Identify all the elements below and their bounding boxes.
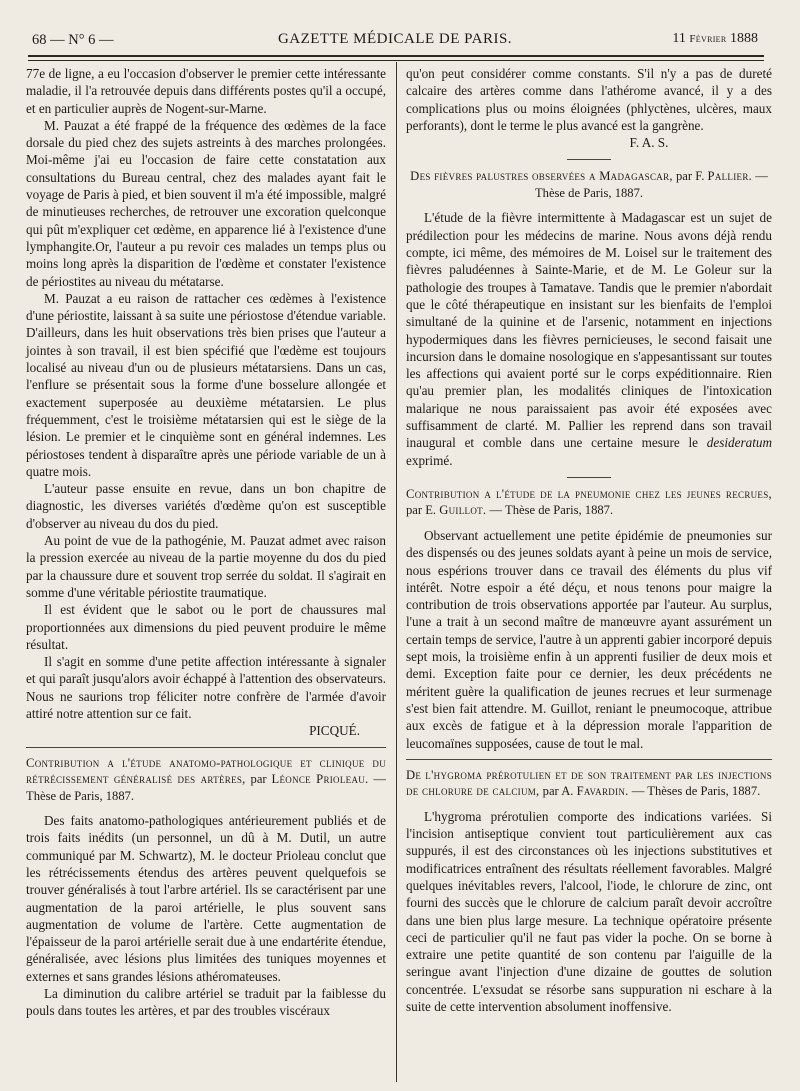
page-header: [28, 28, 762, 54]
paragraph: L'auteur passe ensuite en revue, dans un bon chapitre de diagnostic, les diverses variétés d'œdème qu'on est susceptible d'observer au niveau du dos du pied.: [26, 481, 386, 531]
issue-month: Février: [689, 33, 727, 45]
paragraph: M. Pauzat a eu raison de rattacher ces œdèmes à l'existence d'une périostite, laissant à sa suite une périostose d'étendue variable. D'ailleurs, dans les huit observations très bien prises que l'auteur a jointes à son travail, il est bien spécifié que l'œdème est toujours localisé au niveau d'un ou de plusieurs métatarsiens. Dans un cas, l'enflure se présentait sous la forme d'une bosselure allongée et exactement superposée au deuxième métatarsien. Le plus fréquemment, c'est le troisième métatarsien qui est le siège de la lésion. Le premier et le cinquième sont en général indemnes. Les périostoses tendent à disparaître après une période variable de un à quatre mois.: [26, 290, 386, 479]
paragraph: Des faits anatomo-pathologiques antérieurement publiés et de trois faits inédits (un personnel, un dû à M. Dutil, un autre communiqué par M. Schwartz), M. le docteur Prioleau conclut que les rétrécissements étendus des artères peuvent quelquefois se trouver généralisés à tout l'arbre artériel. Ils se caractérisent par une augmentation de la paroi artérielle, le plus souvent sans augmentation de volume de l'artère. Cette augmentation de l'épaisseur de la paroi artérielle serait due à une endartérite étendue, généralisée, avec lésions plus limitées des tuniques moyennes et externes et sans grandes lésions athéromateuses.: [26, 813, 386, 984]
article-heading-title: De l'hygroma prérotulien et de son traitement par les injections de chlorure de calcium,: [406, 767, 772, 799]
issue-year: 1888: [730, 31, 758, 46]
italic-term: desideratum: [706, 435, 772, 451]
article-heading-author: Léonce Prioleau.: [271, 772, 369, 787]
article-heading-thesis: — Thèse de Paris, 1887.: [534, 169, 768, 200]
article-heading-by: par E.: [406, 503, 437, 518]
issue-date: [672, 31, 758, 47]
article-heading: [406, 486, 772, 519]
right-column: [406, 65, 772, 1015]
article-heading: [26, 755, 386, 805]
article-heading-title: Contribution a l'étude anatomo-pathologique et clinique du rétrécissement généralisé des artères,: [26, 755, 386, 787]
article-heading-author: Pallier.: [707, 169, 753, 184]
article-heading-author: Guillot.: [439, 503, 487, 518]
paragraph: Observant actuellement une petite épidémie de pneumonies sur des dispensés ou des jeunes soldats ayant à peine un mois de service, nous espérions trouver dans ce travail des éléments du plus vif intérêt. Notre espoir a été déçu, et nous tenons pour maigre la contribution de trois observations apportée par l'auteur. Au surplus, l'une a trait à un second maître de manœuvre ayant assurément un certain temps de service, l'autre à un apprenti gabier incorporé depuis sept mois, la troisième enfin à un apprenti fusilier de deux mois et demi. Exception faite pour ce dernier, les deux précédents ne méritent guère la qualification de jeunes recrues et leur surmenage s'est bien fait attendre. M. Guillot, reniant le pneumocoque, attribue aux excès de fatigue et à la dépression morale l'apparition de leucomaïnes supposées, cause de tout le mal.: [406, 527, 772, 751]
article-heading-thesis: — Thèses de Paris, 1887.: [631, 784, 761, 799]
paragraph: Au point de vue de la pathogénie, M. Pauzat admet avec raison la pression exercée au niveau de la partie moyenne du dos du pied par la chaussure dure et souvent trop serrée du soldat. Il s'agirait en somme d'une véritable périostite traumatique.: [26, 533, 386, 600]
header-rule-thin: [28, 60, 764, 61]
paragraph: M. Pauzat a été frappé de la fréquence des œdèmes de la face dorsale du pied chez des sujets astreints à des marches prolongées. Moi-même j'ai eu l'occasion de faire cette constatation aux consultations du Bureau central, chez des malades ayant fait le voyage de Paris à pied, et bien souvent il m'a été impossible, malgré de minutieuses recherches, de retrouver une excoration quelconque qui pût m'expliquer cet œdème, en apparence lié à l'existence d'une lymphangite.Or, l'auteur a pu revoir ces malades un temps plus ou moins long après la disparition de l'œdème et constater l'existence de périostites au niveau du métatarse.: [26, 117, 386, 289]
article-heading-by: par: [250, 772, 267, 787]
page-number: 68 — N° 6 —: [32, 32, 114, 48]
paragraph: Il est évident que le sabot ou le port de chaussures mal proportionnées aux dimensions du pied peuvent produire le même résultat.: [26, 602, 386, 652]
paragraph: [406, 209, 772, 468]
journal-title: GAZETTE MÉDICALE DE PARIS.: [277, 31, 513, 47]
header-rule-thick: [28, 55, 764, 57]
section-divider: [406, 759, 772, 760]
article-heading-by: par A.: [542, 784, 574, 799]
author-signature: F. A. S.: [629, 135, 669, 151]
article-heading-by: par F.: [676, 169, 705, 184]
article-heading-author: Favardin.: [576, 784, 629, 799]
section-divider: [567, 477, 611, 478]
paragraph: 77e de ligne, a eu l'occasion d'observer le premier cette intéressante maladie, il l'a retrouvée depuis dans différents postes qu'il a occupé, et en particulier auprès de Nogent-sur-Marne.: [26, 66, 386, 116]
article-heading-title: Des fièvres palustres observées a Madagascar,: [410, 169, 673, 184]
article-heading: [406, 168, 772, 201]
column-separator: [396, 62, 397, 1082]
author-signature: PICQUÉ.: [309, 723, 360, 739]
paragraph: Il s'agit en somme d'une petite affection intéressante à signaler et qui paraît jusqu'alors avoir échappé à l'attention des observateurs. Nous ne saurions trop féliciter notre confrère de l'armée d'avoir attiré notre attention sur ce fait.: [26, 654, 386, 721]
left-column: [26, 65, 386, 1020]
issue-day: 11: [672, 31, 686, 46]
article-heading-thesis: — Thèse de Paris, 1887.: [489, 503, 614, 518]
article-heading: [406, 767, 772, 800]
article-heading-title: Contribution a l'étude de la pneumonie chez les jeunes recrues,: [406, 486, 772, 501]
paragraph-end: exprimé.: [406, 452, 453, 468]
section-divider: [26, 747, 386, 748]
section-divider: [567, 159, 611, 160]
paragraph: qu'on peut considérer comme constants. S'il n'y a pas de dureté calcaire des artères comme dans l'athérome avancé, il y a des complications plus ou moins éloignées (phlyctènes, ulcères, maux perforants), dont le terme le plus avancé est la gangrène.: [406, 66, 772, 133]
paragraph: L'hygroma prérotulien comporte des indications variées. Si l'incision antiseptique convient tout particulièrement aux cas suppurés, il est des circonstances où les injections substitutives et modificatrices entraînent des résultats réellement favorables. Malgré quelques inévitables revers, l'alcool, l'iode, le chlorure de zinc, ont fourni des succès que le chlorure de calcium paraît devoir accroître dans une bien plus large mesure. La technique opératoire présente ceci de particulier qu'il ne faut pas vider la poche. On se borne à extraire une petite quantité de son contenu par l'aiguille de la seringue avant l'injection d'une dizaine de gouttes de solution concentrée. L'exsudat se résorbe sans suppuration ni eschare à la suite de cette intervention absolument inoffensive.: [406, 808, 772, 1015]
paragraph: La diminution du calibre artériel se traduit par la faiblesse du pouls dans toutes les artères, et par des troubles viscéraux: [26, 986, 386, 1019]
article-heading-thesis: — Thèse de Paris, 1887.: [26, 772, 386, 803]
paragraph-text: L'étude de la fièvre intermittente à Madagascar est un sujet de prédilection pour les médecins de marine. Nous avons déjà rendu compte, ici même, des mémoires de M. Loisel sur le traitement des fièvres paludéennes à Sainte-Marie, et de M. Le Goleur sur la pathologie des troupes à Tamatave. Tandis que le premier n'abordait que le côté thérapeutique en insistant sur les bienfaits de l'emploi simultané de la quinine et de l'arsenic, notamment en injections hypodermiques dans les fièvres pernicieuses, le second faisait une incursion dans le domaine nosologique en s'appesantissant sur toutes les affections qui avaient porté sur le corps expéditionnaire. Rien qu'au premier plan, les modalités cliniques de l'intoxication malarique ne nous paraissaient pas avoir été exposées avec suffisamment de clarté. M. Pallier les reprend dans son travail inaugural et comble dans une certaine mesure le: [406, 210, 772, 451]
